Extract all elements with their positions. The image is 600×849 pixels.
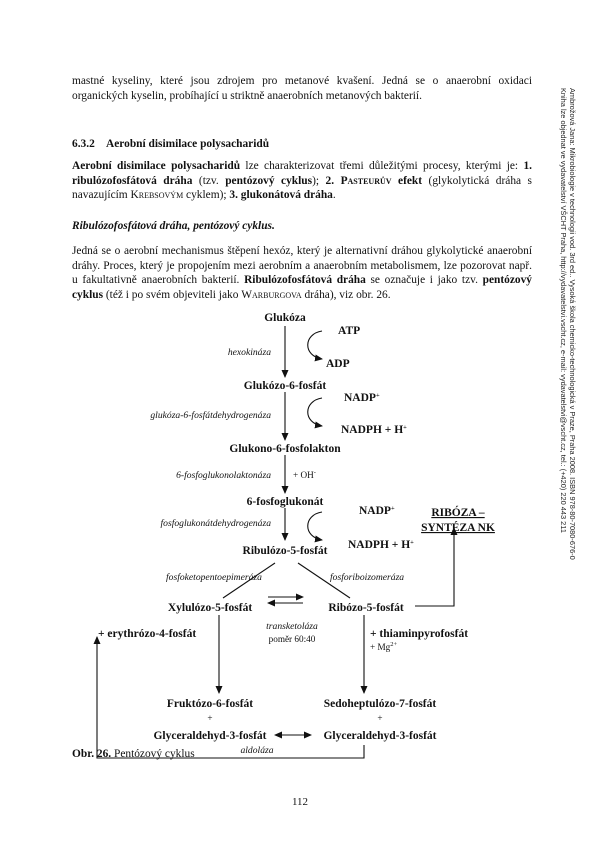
figure-caption: [72, 748, 195, 760]
subheading: Ribulózofosfátová dráha, pentózový cyklus.: [72, 220, 275, 232]
text: .: [332, 189, 336, 201]
sidebar-citation: [559, 88, 577, 668]
label-nadp-2: NADP+: [359, 505, 395, 517]
section-number: 6.3.2: [72, 138, 95, 150]
cofactor-arrow-atp-adp: [308, 331, 322, 359]
enzyme-aldolase: aldoláza: [240, 745, 274, 756]
section-title: Aerobní disimilace polysacharidů: [106, 138, 270, 150]
node-glyceraldehyde-3-phosphate-right: Glyceraldehyd-3-fosfát: [323, 730, 437, 742]
label-plus-left: +: [207, 713, 213, 723]
text: lze charakterizovat třemi důležitými procesy, kterými je:: [240, 160, 524, 172]
label-nadph-1: NADPH + H+: [341, 424, 407, 436]
node-xylulose-5-phosphate: Xylulózo-5-fosfát: [167, 602, 253, 614]
cofactor-arrow-nadp-2: [308, 512, 322, 540]
term-pentose-cycle: pentózový cyklus: [225, 174, 313, 187]
node-6-phosphogluconate: 6-fosfoglukonát: [246, 496, 324, 508]
name-krebs: Krebsovým: [130, 189, 184, 201]
node-fructose-6-phosphate: Fruktózo-6-fosfát: [166, 698, 254, 710]
text: (tzv.: [192, 174, 226, 187]
label-ribose-2: SYNTÉZA NK: [421, 522, 495, 534]
term-ribulose-pathway-2: Ribulózofosfátová dráha: [244, 274, 366, 286]
enzyme-phosphogluconate-dehydrogenase: fosfoglukonátdehydrogenáza: [160, 518, 271, 529]
label-nadp-1: NADP+: [344, 392, 380, 404]
text: (glykolytická dráha s navazujícím: [72, 174, 532, 201]
caption-text: Pentózový cyklus: [111, 748, 195, 760]
enzyme-isomerase: fosforiboizomeráza: [330, 572, 405, 583]
label-mg: + $Mg^{2+}$: [370, 641, 398, 652]
cofactor-arrow-nadp-1: [308, 398, 322, 426]
caption-label: Obr. 26.: [72, 748, 112, 760]
label-plus-right: +: [377, 713, 383, 723]
enzyme-hexokinase: hexokináza: [227, 347, 271, 358]
enzyme-lactonase: 6-fosfoglukonolaktonáza: [176, 470, 271, 481]
label-atp: ATP: [338, 325, 361, 337]
node-sedoheptulose-7-phosphate: Sedoheptulózo-7-fosfát: [323, 698, 437, 710]
node-gluconolactone: Glukono-6-fosfolakton: [229, 443, 341, 455]
node-ribose-5-phosphate: Ribózo-5-fosfát: [328, 602, 404, 614]
term-aerobic-disimilation: Aerobní disimilace polysacharidů: [72, 160, 241, 172]
text: cyklem);: [183, 189, 230, 201]
name-warburg: Warburgova: [241, 288, 302, 301]
label-oh: + OH-: [293, 469, 316, 480]
label-ribose-1: RIBÓZA –: [431, 507, 485, 519]
arrow-ribose-nk: [415, 528, 454, 606]
sidebar-line-2: Kniha lze objednat ve vydavatelství VŠCHT Praha, http://vydavatelstvi.vscht.cz, e-mail: vydavatelstvi@vscht.cz, tel.: (+420) 220 443 211: [559, 88, 568, 533]
term-pentose-cycle-2: pentózový cyklus: [72, 274, 532, 301]
text: );: [312, 174, 326, 187]
label-ratio: poměr 60:40: [268, 634, 316, 644]
label-nadph-2: NADPH + H+: [348, 539, 414, 551]
enzyme-epimerase: fosfoketopentoepimeráza: [166, 572, 262, 583]
page-number: 112: [291, 796, 309, 808]
label-adp: ADP: [326, 358, 350, 370]
paragraph-pathway: Jedná se o aerobní mechanismus štěpení hexóz, který je alternativní dráhou glykolytické anaerobní dráhy. Proces, který je propojením mezi aerobním a anaerobním metabolismem, lze pozorovat např. u fakultativně anaerobních bakterií. Ribulózofosfátová dráha se označuje i jako tzv. pentózový cyklus (též i po svém objeviteli jako Warburgova dráha), viz obr. 26.: [72, 245, 532, 301]
node-ribulose-5-phosphate: Ribulózo-5-fosfát: [242, 545, 328, 557]
enzyme-transketolase: transketoláza: [266, 621, 318, 632]
label-thiamine-pyrophosphate: + thiaminpyrofosfát: [370, 628, 469, 640]
term-gluconate-pathway: 3. glukonátová dráha: [229, 189, 333, 201]
node-glucose: Glukóza: [264, 312, 306, 324]
paragraph-intro: mastné kyseliny, které jsou zdrojem pro metanové kvašení. Jedná se o anaerobní oxidaci organických kyselin, probíhající u striktně anaerobních metanových bakterií.: [72, 75, 532, 102]
enzyme-g6p-dehydrogenase: glukóza-6-fosfátdehydrogenáza: [150, 410, 271, 421]
label-erythrose-4-phosphate: + erythrózo-4-fosfát: [98, 628, 197, 640]
sidebar-line-1: Ambrožová Jana: Mikrobiologie v technologii vod. 3rd ed.. Vysoká škola chemicko-technologická v Praze, Praha 2008. ISBN 978-80-7080-676-0: [568, 88, 577, 560]
term-pasteur-effect: 2. Pasteurův efekt: [325, 174, 423, 187]
node-glucose-6-phosphate: Glukózo-6-fosfát: [243, 380, 327, 392]
term-ribulose-pathway: 1. ribulózofosfátová dráha: [72, 160, 532, 187]
node-glyceraldehyde-3-phosphate-left: Glyceraldehyd-3-fosfát: [153, 730, 267, 742]
